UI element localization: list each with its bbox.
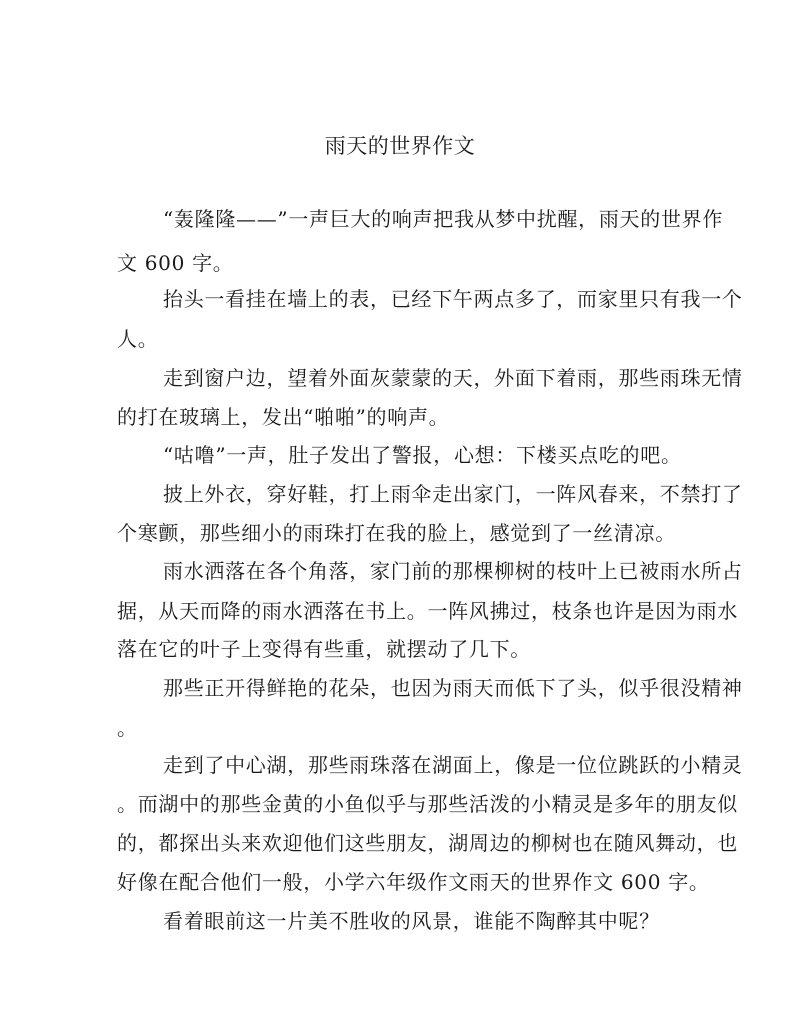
text-line: “咕噜”一声，肚子发出了警报，心想：下楼买点吃的吧。 (163, 443, 682, 467)
text-line: 走到窗户边，望着外面灰蒙蒙的天，外面下着雨，那些雨珠无情 (163, 366, 743, 390)
text-line: 好像在配合他们一般，小学六年级作文雨天的世界作文 600 字。 (117, 870, 710, 894)
text-line: 的，都探出头来欢迎他们这些朋友，湖周边的柳树也在随风舞动，也 (117, 831, 738, 855)
text-line: 。而湖中的那些金黄的小鱼似乎与那些活泼的小精灵是多年的朋友似 (117, 792, 738, 816)
text-line: 据，从天而降的雨水洒落在书上。一阵风拂过，枝条也许是因为雨水 (117, 599, 738, 623)
text-line: 那些正开得鲜艳的花朵，也因为雨天而低下了头，似乎很没精神 (163, 676, 743, 700)
text-line: 披上外衣，穿好鞋，打上雨伞走出家门，一阵风春来，不禁打了 (163, 482, 743, 506)
text-line: 。 (117, 716, 138, 740)
text-line: 抬头一看挂在墙上的表，已经下午两点多了，而家里只有我一个 (163, 287, 743, 311)
text-line: 个寒颤，那些细小的雨珠打在我的脸上，感觉到了一丝清凉。 (117, 521, 676, 545)
text-line: “轰隆隆——”一声巨大的响声把我从梦中扰醒，雨天的世界作 (163, 207, 724, 231)
document-title: 雨天的世界作文 (324, 134, 476, 158)
text-line: 文 600 字。 (117, 251, 234, 275)
text-line: 的打在玻璃上，发出“啪啪”的响声。 (117, 405, 450, 429)
text-line: 落在它的叶子上变得有些重，就摆动了几下。 (117, 637, 531, 661)
text-line: 走到了中心湖，那些雨珠落在湖面上，像是一位位跳跃的小精灵 (163, 753, 743, 777)
text-line: 雨水洒落在各个角落，家门前的那棵柳树的枝叶上已被雨水所占 (163, 559, 743, 583)
text-line: 人。 (117, 327, 159, 351)
text-line: 看着眼前这一片美不胜收的风景，谁能不陶醉其中呢？ (163, 909, 660, 933)
